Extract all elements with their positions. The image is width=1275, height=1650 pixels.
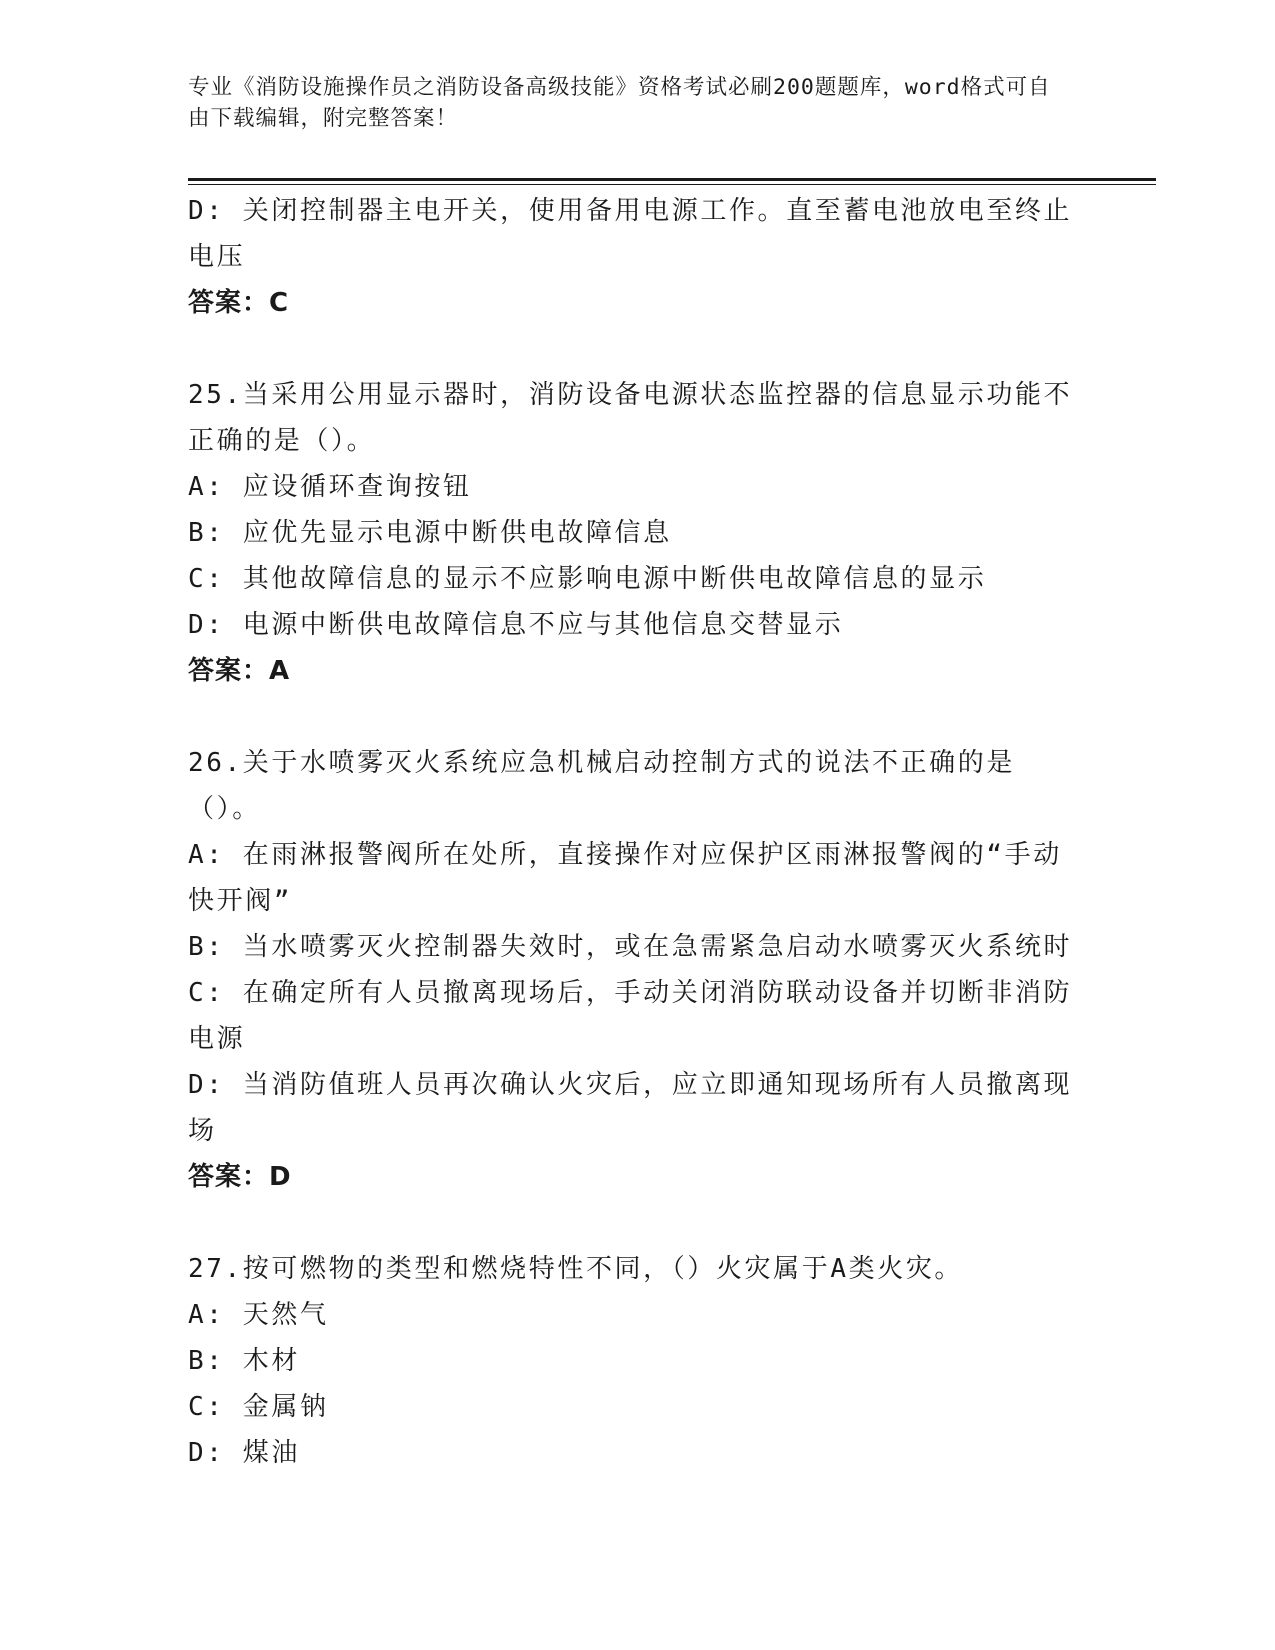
prev-answer: 答案：C bbox=[188, 288, 290, 318]
question-25-option-b: B: 应优先显示电源中断供电故障信息 bbox=[188, 518, 672, 548]
question-25-option-c: C: 其他故障信息的显示不应影响电源中断供电故障信息的显示 bbox=[188, 564, 987, 594]
question-25-option-d: D: 电源中断供电故障信息不应与其他信息交替显示 bbox=[188, 610, 844, 640]
question-26-option-c: C: 在确定所有人员撤离现场后，手动关闭消防联动设备并切断非消防电源 bbox=[188, 978, 1073, 1054]
spacer bbox=[188, 1200, 1078, 1246]
question-25-option-a: A: 应设循环查询按钮 bbox=[188, 472, 472, 502]
question-27-option-c: C: 金属钠 bbox=[188, 1392, 329, 1422]
prev-option-d: D: 关闭控制器主电开关，使用备用电源工作。直至蓄电池放电至终止电压 bbox=[188, 196, 1073, 272]
question-27 bbox=[188, 1246, 1078, 1476]
question-26-option-d: D: 当消防值班人员再次确认火灾后，应立即通知现场所有人员撤离现场 bbox=[188, 1070, 1073, 1146]
question-27-option-a: A: 天然气 bbox=[188, 1300, 329, 1330]
header-rule-thin bbox=[188, 184, 1156, 185]
question-27-option-b: B: 木材 bbox=[188, 1346, 300, 1376]
question-26-option-b: B: 当水喷雾灭火控制器失效时，或在急需紧急启动水喷雾灭火系统时 bbox=[188, 932, 1073, 962]
question-content bbox=[188, 188, 1078, 1476]
question-26 bbox=[188, 740, 1078, 1200]
spacer bbox=[188, 326, 1078, 372]
question-26-stem: 26.关于水喷雾灭火系统应急机械启动控制方式的说法不正确的是（）。 bbox=[188, 748, 1015, 824]
header-rule-thick bbox=[188, 178, 1156, 181]
question-26-option-a: A: 在雨淋报警阀所在处所，直接操作对应保护区雨淋报警阀的“手动快开阀” bbox=[188, 840, 1062, 916]
spacer bbox=[188, 694, 1078, 740]
document-title: 专业《消防设施操作员之消防设备高级技能》资格考试必刷200题题库，word格式可自由下载编辑，附完整答案！ bbox=[188, 75, 1051, 131]
document-header bbox=[188, 72, 1068, 134]
question-25-answer: 答案：A bbox=[188, 656, 291, 686]
question-27-option-d: D: 煤油 bbox=[188, 1438, 300, 1468]
question-27-stem: 27.按可燃物的类型和燃烧特性不同，（）火灾属于A类火灾。 bbox=[188, 1254, 964, 1284]
question-26-answer: 答案：D bbox=[188, 1162, 292, 1192]
question-25-stem: 25.当采用公用显示器时，消防设备电源状态监控器的信息显示功能不正确的是（）。 bbox=[188, 380, 1073, 456]
question-25 bbox=[188, 372, 1078, 694]
